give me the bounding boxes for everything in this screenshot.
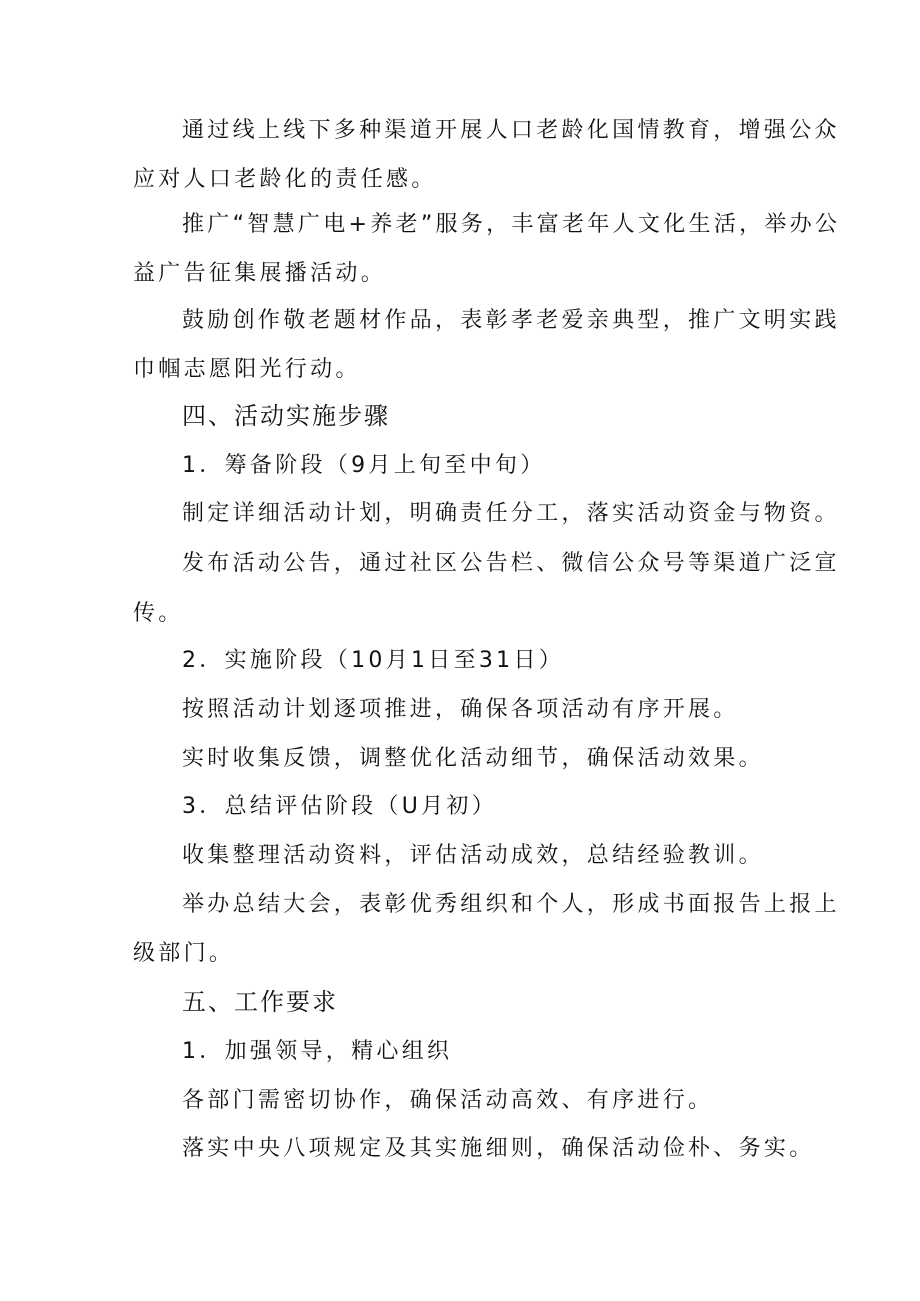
subheading: 3．总结评估阶段（U月初） [182,794,498,819]
paragraph-line: 推广“智慧广电+养老”服务，丰富老年人文化生活，举办公 [182,212,841,237]
subheading: 1．筹备阶段（9月上旬至中旬） [182,453,546,478]
paragraph-line: 制定详细活动计划，明确责任分工，落实活动资金与物资。 [182,501,840,526]
subheading: 2．实施阶段（10月1日至31日） [182,648,565,673]
paragraph-line: 传。 [133,601,184,626]
paragraph-line: 收集整理活动资料，评估活动成效，总结经验教训。 [182,843,764,868]
paragraph-line: 实时收集反馈，调整优化活动细节，确保活动效果。 [182,746,764,771]
section-heading: 五、工作要求 [182,988,338,1016]
paragraph-line: 举办总结大会，表彰优秀组织和个人，形成书面报告上报上 [182,892,840,917]
paragraph-line: 发布活动公告，通过社区公告栏、微信公众号等渠道广泛宣 [182,551,840,576]
paragraph-line: 按照活动计划逐项推进，确保各项活动有序开展。 [182,697,739,722]
paragraph-line: 鼓励创作敬老题材作品，表彰孝老爱亲典型，推广文明实践 [182,308,840,333]
paragraph-line: 巾帼志愿阳光行动。 [133,357,361,382]
paragraph-line: 落实中央八项规定及其实施细则，确保活动俭朴、务实。 [182,1136,815,1161]
paragraph-line: 通过线上线下多种渠道开展人口老龄化国情教育，增强公众 [182,118,840,143]
section-heading: 四、活动实施步骤 [182,402,390,430]
paragraph-line: 级部门。 [133,941,235,966]
paragraph-line: 各部门需密切协作，确保活动高效、有序进行。 [182,1088,714,1113]
paragraph-line: 益广告征集展播活动。 [133,261,387,286]
subheading: 1．加强领导，精心组织 [182,1039,453,1064]
paragraph-line: 应对人口老龄化的责任感。 [133,167,437,192]
